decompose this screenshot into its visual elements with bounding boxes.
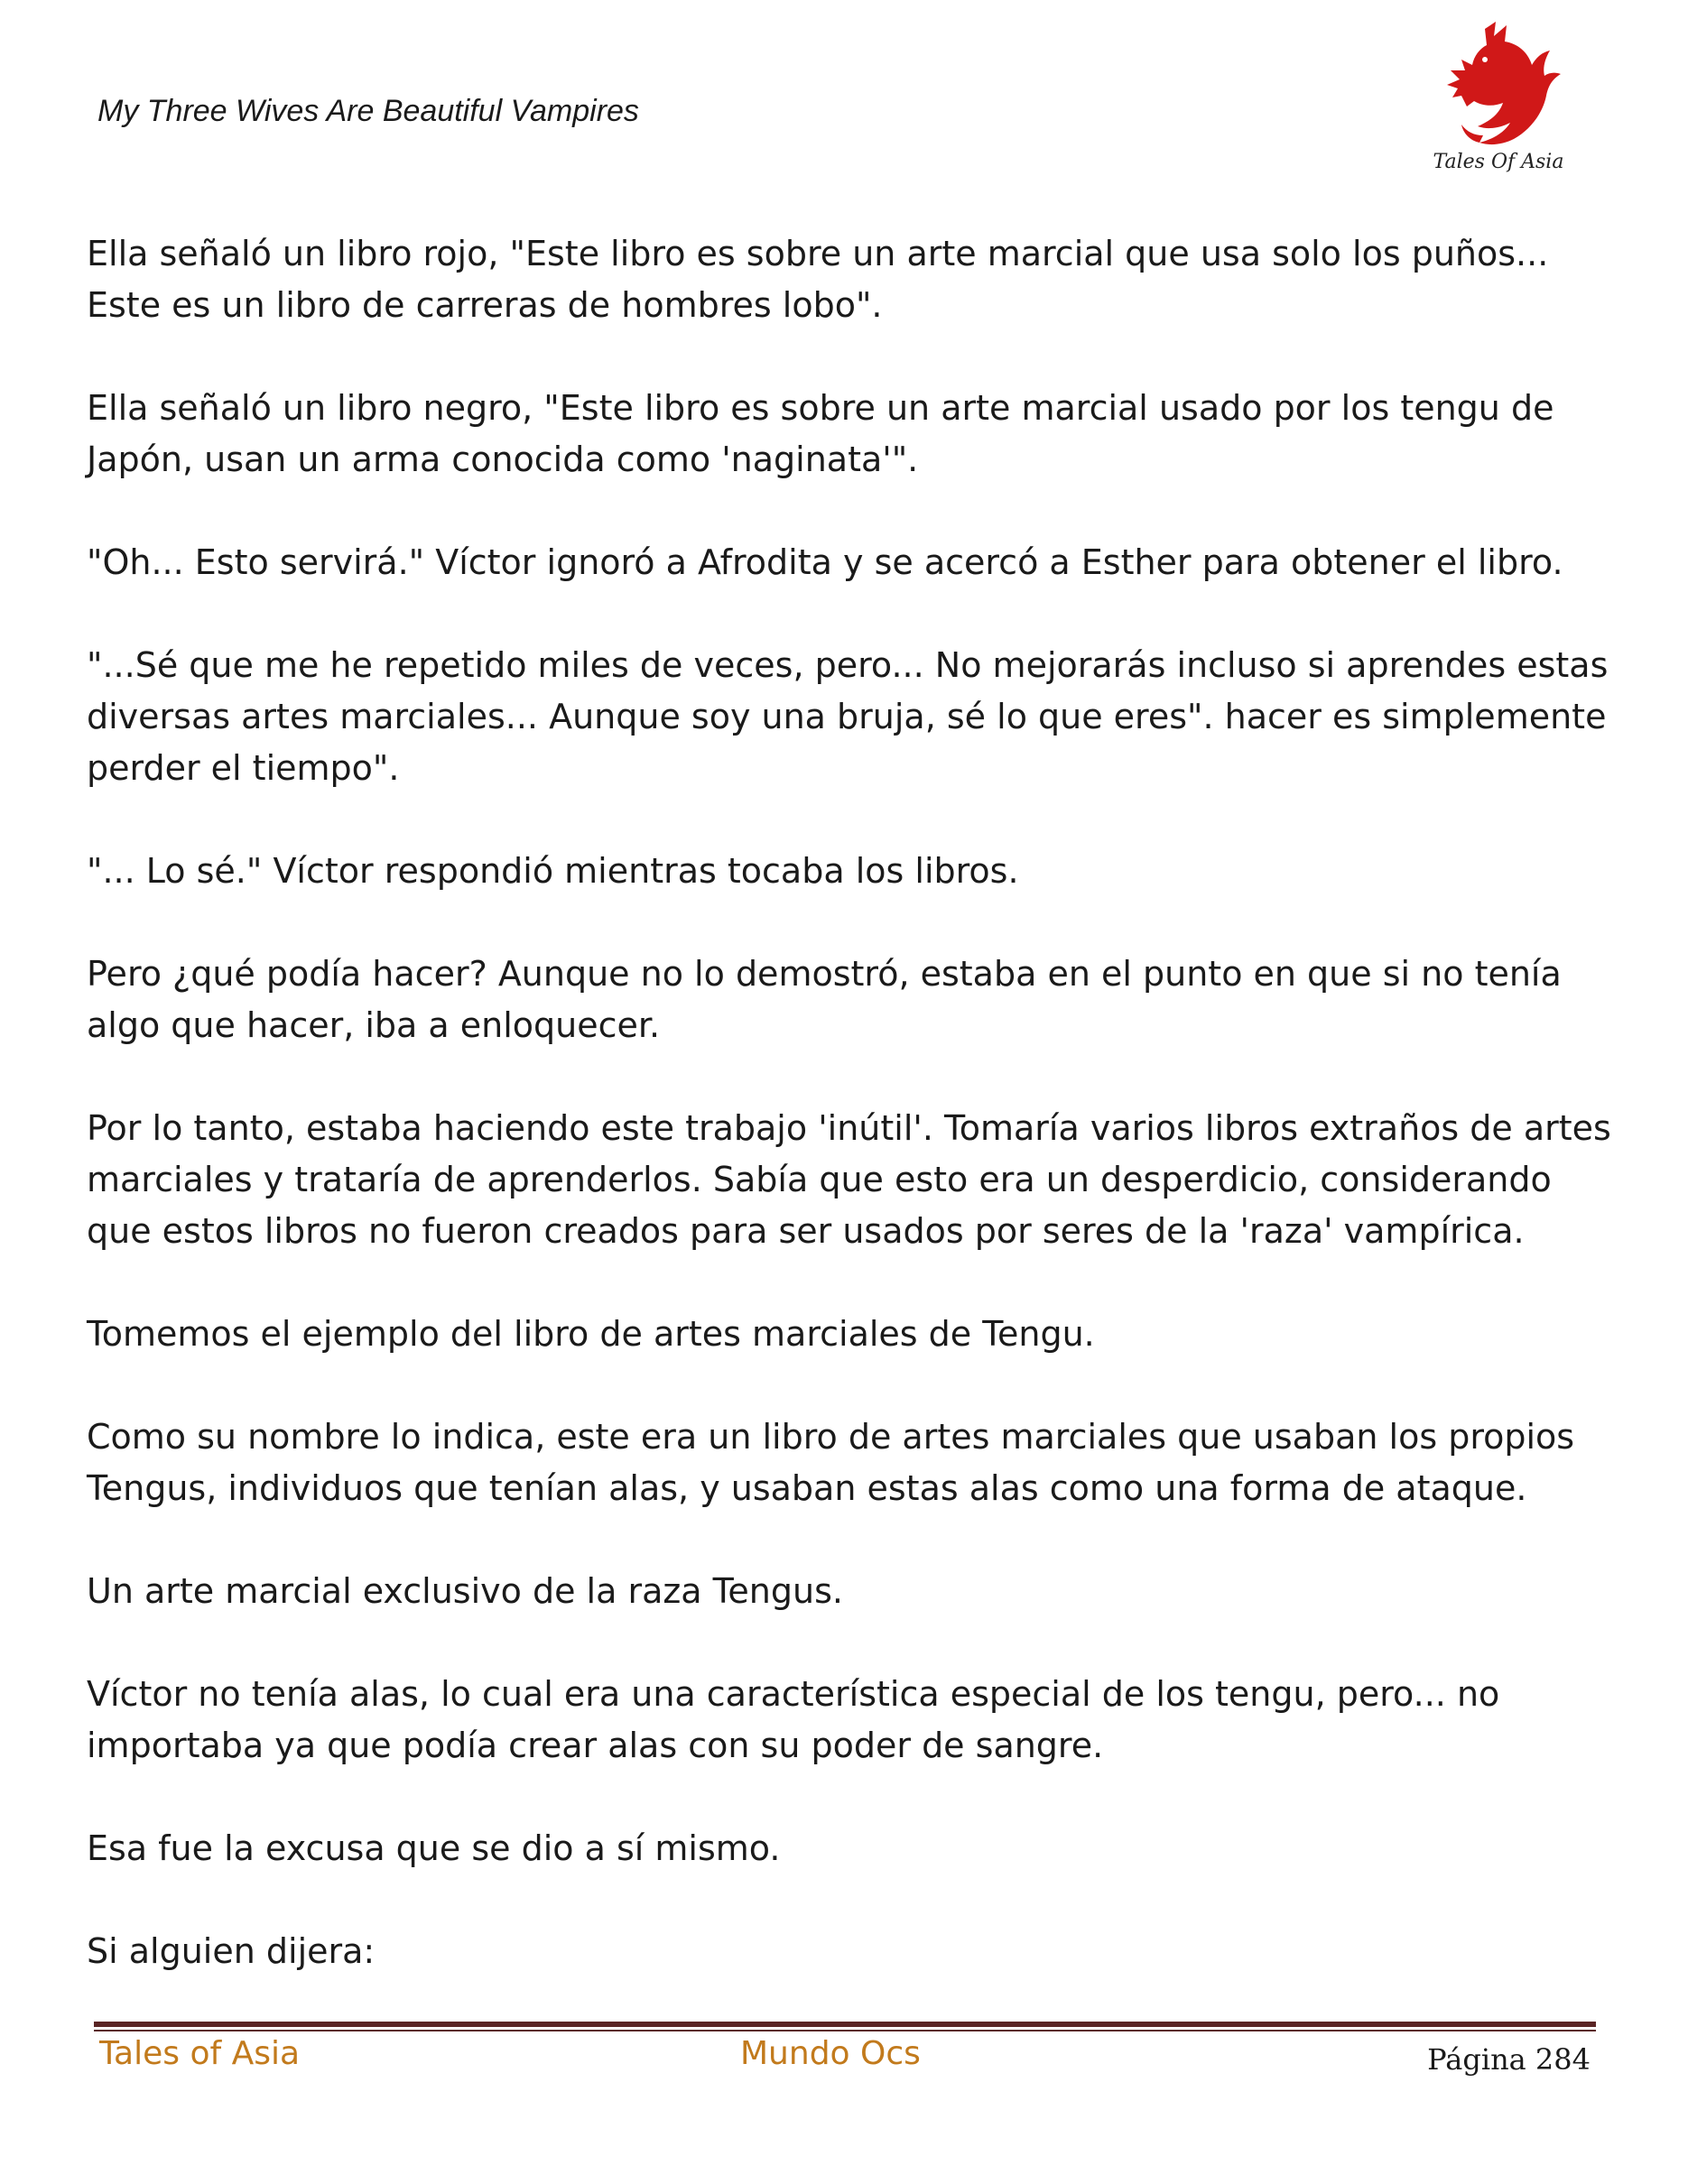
paragraph: Por lo tanto, estaba haciendo este trabajo 'inútil'. Tomaría varios libros extraños de artes marciales y trataría de aprenderlos. Sabía que esto era un desperdicio, considerando que estos libros no fueron creados para ser usados por seres de la 'raza' vampírica.	[87, 1108, 1611, 1251]
paragraph: Como su nombre lo indica, este era un libro de artes marciales que usaban los propios Tengus, individuos que tenían alas, y usaban estas alas como una forma de ataque.	[87, 1417, 1575, 1508]
paragraph: Víctor no tenía alas, lo cual era una característica especial de los tengu, pero... no importaba ya que podía crear alas con su poder de sangre.	[87, 1674, 1500, 1765]
footer-divider-thick	[94, 2022, 1596, 2027]
paragraph: Esa fue la excusa que se dio a sí mismo.	[87, 1828, 781, 1868]
red-dragon-icon	[1431, 20, 1566, 155]
chapter-body	[87, 228, 1621, 2029]
paragraph: "... Lo sé." Víctor respondió mientras tocaba los libros.	[87, 851, 1019, 891]
book-title: My Three Wives Are Beautiful Vampires	[97, 94, 639, 128]
footer-publisher: Tales of Asia	[99, 2035, 301, 2072]
paragraph: "...Sé que me he repetido miles de veces, pero... No mejorarás incluso si aprendes estas diversas artes marciales... Aunque soy una bruja, sé lo que eres". hacer es simplemente perder el tiempo".	[87, 645, 1609, 788]
paragraph: "Oh... Esto servirá." Víctor ignoró a Afrodita y se acercó a Esther para obtener el libro.	[87, 542, 1563, 582]
footer-divider	[94, 2022, 1596, 2031]
paragraph: Pero ¿qué podía hacer? Aunque no lo demostró, estaba en el punto en que si no tenía algo que hacer, iba a enloquecer.	[87, 954, 1562, 1045]
paragraph: Si alguien dijera:	[87, 1931, 376, 1971]
publisher-logo	[1431, 20, 1566, 182]
footer-divider-thin	[94, 2030, 1596, 2031]
paragraph: Ella señaló un libro rojo, "Este libro es sobre un arte marcial que usa solo los puños... Este es un libro de carreras de hombres lobo".	[87, 234, 1549, 325]
page-number: Página 284	[1427, 2042, 1591, 2077]
paragraph: Un arte marcial exclusivo de la raza Tengus.	[87, 1571, 843, 1611]
paragraph: Ella señaló un libro negro, "Este libro es sobre un arte marcial usado por los tengu de Japón, usan un arma conocida como 'naginata'".	[87, 388, 1554, 479]
footer-source: Mundo Ocs	[740, 2035, 921, 2072]
paragraph: Tomemos el ejemplo del libro de artes marciales de Tengu.	[87, 1314, 1095, 1354]
logo-caption: Tales Of Asia	[1433, 151, 1564, 173]
